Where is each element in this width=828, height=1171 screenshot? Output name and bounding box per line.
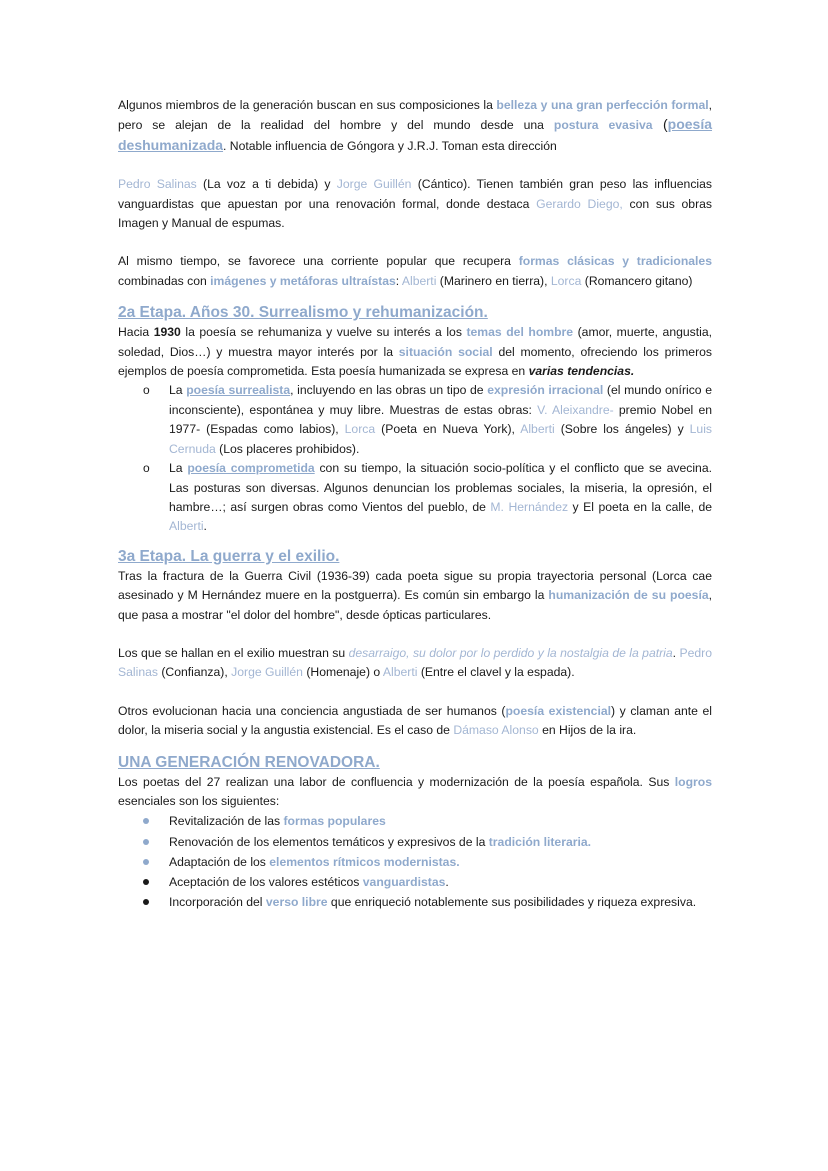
text: (Entre el clavel y la espada). bbox=[417, 665, 575, 680]
text: . bbox=[203, 519, 207, 534]
text: (Sobre los ángeles) y bbox=[554, 422, 690, 437]
text: Adaptación de los bbox=[169, 854, 270, 869]
bullet-icon bbox=[143, 818, 149, 824]
author-name: Alberti bbox=[401, 273, 437, 288]
text: del momento, ofreciendo los primeros ejemplos de poesía comprometida. Esta poesía humanizada se expresa en bbox=[118, 344, 712, 379]
list-item bbox=[169, 459, 712, 537]
text: (Cántico). Tienen también gran peso las influencias vanguardistas que apuestan por una renovación formal, donde destaca bbox=[118, 177, 713, 211]
author-name: M. Hernández bbox=[490, 499, 569, 514]
author-name: Dámaso Alonso bbox=[453, 723, 539, 738]
author-name: Lorca bbox=[344, 422, 376, 437]
author-name: Pedro Salinas bbox=[118, 645, 712, 680]
text: y El poeta en la calle, de bbox=[568, 499, 713, 514]
text: , que pasa a mostrar "el dolor del hombre", desde ópticas particulares. bbox=[118, 588, 713, 622]
text: (Confianza), bbox=[157, 665, 232, 680]
text: (Marinero en tierra), bbox=[436, 273, 551, 288]
text: esenciales son los siguientes: bbox=[118, 793, 280, 808]
list-item bbox=[169, 852, 712, 872]
author-name: Alberti bbox=[382, 665, 418, 680]
paragraph-rehumanizacion bbox=[118, 323, 712, 381]
text: . bbox=[672, 645, 680, 660]
author-name: Pedro Salinas bbox=[118, 177, 197, 192]
highlight: humanización de su poesía bbox=[548, 588, 709, 603]
highlight: elementos rítmicos modernistas. bbox=[269, 854, 460, 869]
section-heading-generacion-renovadora: UNA GENERACIÓN RENOVADORA. bbox=[118, 753, 380, 771]
highlight: belleza y una gran perfección formal bbox=[496, 98, 709, 112]
text: La bbox=[169, 383, 187, 398]
highlight: imágenes y metáforas ultraístas bbox=[210, 273, 396, 288]
highlight: postura evasiva bbox=[553, 118, 653, 133]
text: La bbox=[169, 461, 188, 476]
highlight: temas del hombre bbox=[466, 325, 574, 340]
bullet-icon bbox=[143, 879, 149, 885]
text: ) y claman ante el dolor, la miseria social y la angustia existencial. Es el caso de bbox=[118, 703, 712, 738]
text: que enriqueció notablemente sus posibilidades y riqueza expresiva. bbox=[327, 895, 697, 910]
list-item bbox=[169, 381, 712, 459]
section-heading-3a-etapa: 3a Etapa. La guerra y el exilio. bbox=[118, 547, 340, 565]
bullet-icon bbox=[143, 899, 149, 905]
highlight: tradición literaria. bbox=[488, 834, 592, 849]
text: Tras la fractura de la Guerra Civil (1936-39) cada poeta sigue su propia trayectoria personal (Lorca cae asesinado y M Hernández muere en la postguerra). Es común sin embargo la bbox=[118, 568, 712, 603]
highlight: poesía surrealista bbox=[186, 383, 291, 398]
author-name: Lorca bbox=[550, 273, 582, 288]
text: (Homenaje) o bbox=[302, 665, 383, 680]
text: Otros evolucionan hacia una conciencia angustiada de ser humanos ( bbox=[118, 703, 506, 718]
text: con sus obras Imagen y Manual de espumas. bbox=[118, 196, 713, 231]
highlight-italic: desarraigo, su dolor por lo perdido y la nostalgia de la patria bbox=[348, 645, 673, 660]
paragraph-logros bbox=[118, 773, 712, 812]
bullet-icon bbox=[143, 839, 149, 845]
paragraph-guerra bbox=[118, 567, 712, 625]
highlight: poesía existencial bbox=[505, 703, 612, 718]
tendencias-list bbox=[118, 381, 712, 536]
list-item bbox=[169, 832, 712, 852]
highlight: poesía deshumanizada bbox=[118, 116, 712, 153]
document-page bbox=[118, 96, 712, 912]
text: ( bbox=[652, 116, 668, 133]
text: Incorporación del bbox=[169, 895, 266, 910]
author-name: Luis Cernuda bbox=[169, 422, 713, 456]
emphasis: varias tendencias. bbox=[528, 364, 635, 379]
text: (La voz a ti debida) y bbox=[196, 177, 337, 192]
text: en Hijos de la ira. bbox=[538, 723, 637, 738]
text: Al mismo tiempo, se favorece una corriente popular que recupera bbox=[118, 254, 519, 269]
text: con su tiempo, la situación socio-política y el conflicto que se avecina. Las posturas son diversas. Algunos denuncian los problemas sociales, la miseria, la opresión, el hambre…; así surgen obras como Vientos del pueblo, de bbox=[169, 461, 712, 514]
bullet-icon bbox=[143, 859, 149, 865]
highlight: poesía comprometida bbox=[187, 461, 315, 476]
text: (el mundo onírico e inconsciente), espontánea y muy libre. Muestras de estas obras: bbox=[169, 383, 712, 417]
text: Algunos miembros de la generación buscan en sus composiciones la bbox=[118, 98, 497, 112]
paragraph-corriente-popular bbox=[118, 252, 712, 291]
highlight: verso libre bbox=[265, 895, 328, 910]
highlight: vanguardistas bbox=[362, 874, 446, 889]
author-name: Jorge Guillén bbox=[336, 177, 412, 192]
text: Los que se hallan en el exilio muestran su bbox=[118, 645, 349, 660]
list-item bbox=[169, 872, 712, 892]
text: , incluyendo en las obras un tipo de bbox=[290, 383, 488, 398]
author-name: V. Aleixandre- bbox=[537, 402, 614, 417]
paragraph-exilio bbox=[118, 644, 712, 683]
text: (Romancero gitano) bbox=[581, 273, 693, 288]
text: (Poeta en Nueva York), bbox=[375, 422, 521, 437]
author-name: Alberti bbox=[169, 519, 204, 534]
text: (Los placeres prohibidos). bbox=[215, 441, 360, 456]
highlight: situación social bbox=[398, 344, 493, 359]
paragraph-deshumanizada bbox=[118, 96, 712, 156]
section-heading-2a-etapa: 2a Etapa. Años 30. Surrealismo y rehumanización. bbox=[118, 304, 488, 322]
author-name: Jorge Guillén bbox=[231, 665, 303, 680]
author-name: Alberti bbox=[520, 422, 555, 437]
logros-list bbox=[118, 811, 712, 912]
text: , pero se alejan de la realidad del hombre y del mundo desde una bbox=[118, 98, 712, 133]
text: Revitalización de las bbox=[169, 814, 284, 829]
text: Hacia bbox=[118, 325, 154, 340]
highlight: formas clásicas y tradicionales bbox=[518, 254, 712, 269]
list-item bbox=[169, 892, 712, 912]
text: Los poetas del 27 realizan una labor de confluencia y modernización de la poesía española. Sus bbox=[118, 774, 675, 789]
text: Renovación de los elementos temáticos y expresivos de la bbox=[169, 834, 489, 849]
author-name: Gerardo Diego, bbox=[536, 196, 623, 211]
text: la poesía se rehumaniza y vuelve su interés a los bbox=[180, 325, 467, 340]
text: . bbox=[445, 874, 449, 889]
year: 1930 bbox=[153, 325, 181, 340]
text: (amor, muerte, angustia, soledad, Dios…) y muestra mayor interés por la bbox=[118, 325, 713, 359]
highlight: logros bbox=[674, 774, 712, 789]
list-item bbox=[169, 811, 712, 831]
highlight: formas populares bbox=[283, 814, 386, 829]
paragraph-existencial bbox=[118, 702, 712, 741]
text: Aceptación de los valores estéticos bbox=[169, 874, 363, 889]
paragraph-vanguardistas bbox=[118, 175, 712, 233]
text: combinadas con bbox=[118, 273, 211, 288]
text: . Notable influencia de Góngora y J.R.J. Toman esta dirección bbox=[223, 138, 557, 153]
text: premio Nobel en 1977- (Espadas como labios), bbox=[169, 402, 712, 437]
highlight: expresión irracional bbox=[487, 383, 604, 398]
text: : bbox=[395, 273, 402, 288]
